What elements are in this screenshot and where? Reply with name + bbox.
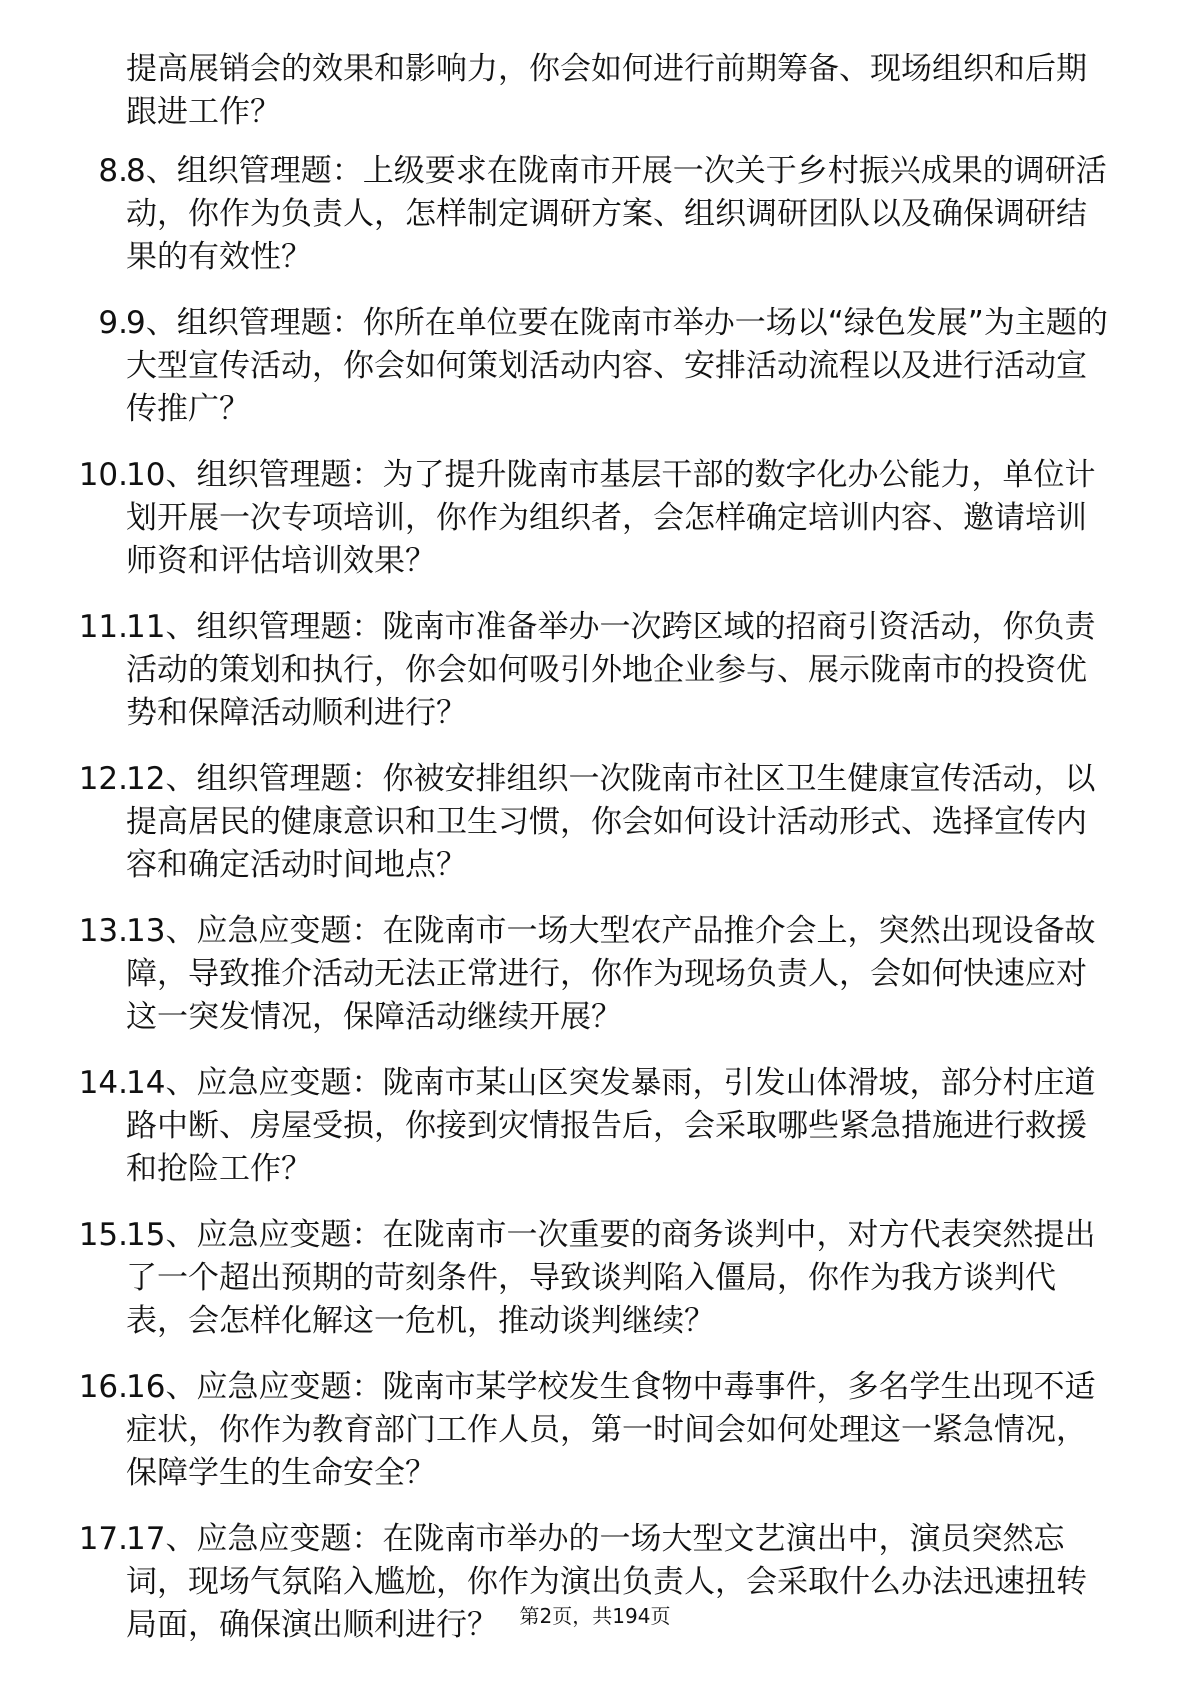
question-text: 14、应急应变题：陇南市某山区突发暴雨，引发山体滑坡，部分村庄道路中断、房屋受损，你接到灾情报告后，会采取哪些紧急措施进行救援和抢险工作？ <box>126 1065 1096 1187</box>
question-number: 10. <box>78 457 128 493</box>
question-text: 17、应急应变题：在陇南市举办的一场大型文艺演出中，演员突然忘词，现场气氛陷入尴尬，你作为演出负责人，会采取什么办法迅速扭转局面，确保演出顺利进行？ <box>126 1521 1087 1643</box>
question-item <box>0 910 1190 1046</box>
question-item <box>0 454 1190 590</box>
question-number: 14. <box>78 1065 128 1101</box>
question-text: 16、应急应变题：陇南市某学校发生食物中毒事件，多名学生出现不适症状，你作为教育部门工作人员，第一时间会如何处理这一紧急情况，保障学生的生命安全？ <box>126 1369 1096 1491</box>
question-item <box>0 1214 1190 1350</box>
question-text: 11、组织管理题：陇南市准备举办一次跨区域的招商引资活动，你负责活动的策划和执行，你会如何吸引外地企业参与、展示陇南市的投资优势和保障活动顺利进行？ <box>126 609 1096 731</box>
question-number: 13. <box>78 913 128 949</box>
question-item <box>0 150 1190 286</box>
question-text: 9、组织管理题：你所在单位要在陇南市举办一场以“绿色发展”为主题的大型宣传活动，你会如何策划活动内容、安排活动流程以及进行活动宣传推广？ <box>126 305 1108 427</box>
question-list <box>0 150 1190 1670</box>
question-item <box>0 1366 1190 1502</box>
page-footer: 第2页，共194页 <box>519 1604 671 1628</box>
question-number: 15. <box>78 1217 128 1253</box>
question-number: 12. <box>78 761 128 797</box>
question-number: 16. <box>78 1369 128 1405</box>
question-text: 12、组织管理题：你被安排组织一次陇南市社区卫生健康宣传活动，以提高居民的健康意识和卫生习惯，你会如何设计活动形式、选择宣传内容和确定活动时间地点？ <box>126 761 1096 883</box>
continuation-text: 提高展销会的效果和影响力，你会如何进行前期筹备、现场组织和后期跟进工作？ <box>126 51 1087 130</box>
question-item <box>0 1518 1190 1654</box>
question-item <box>0 1062 1190 1198</box>
question-text: 8、组织管理题：上级要求在陇南市开展一次关于乡村振兴成果的调研活动，你作为负责人，怎样制定调研方案、组织调研团队以及确保调研结果的有效性？ <box>126 153 1107 275</box>
question-text: 15、应急应变题：在陇南市一次重要的商务谈判中，对方代表突然提出了一个超出预期的苛刻条件，导致谈判陷入僵局，你作为我方谈判代表，会怎样化解这一危机，推动谈判继续？ <box>126 1217 1096 1339</box>
question-text: 13、应急应变题：在陇南市一场大型农产品推介会上，突然出现设备故障，导致推介活动无法正常进行，你作为现场负责人，会如何快速应对这一突发情况，保障活动继续开展？ <box>126 913 1096 1035</box>
question-number: 8. <box>98 153 128 189</box>
question-text: 10、组织管理题：为了提升陇南市基层干部的数字化办公能力，单位计划开展一次专项培训，你作为组织者，会怎样确定培训内容、邀请培训师资和评估培训效果？ <box>126 457 1096 579</box>
question-number: 17. <box>78 1521 128 1557</box>
question-item <box>0 758 1190 894</box>
question-item <box>0 606 1190 742</box>
question-number: 9. <box>98 305 128 341</box>
question-item <box>0 302 1190 438</box>
question-number: 11. <box>78 609 128 645</box>
